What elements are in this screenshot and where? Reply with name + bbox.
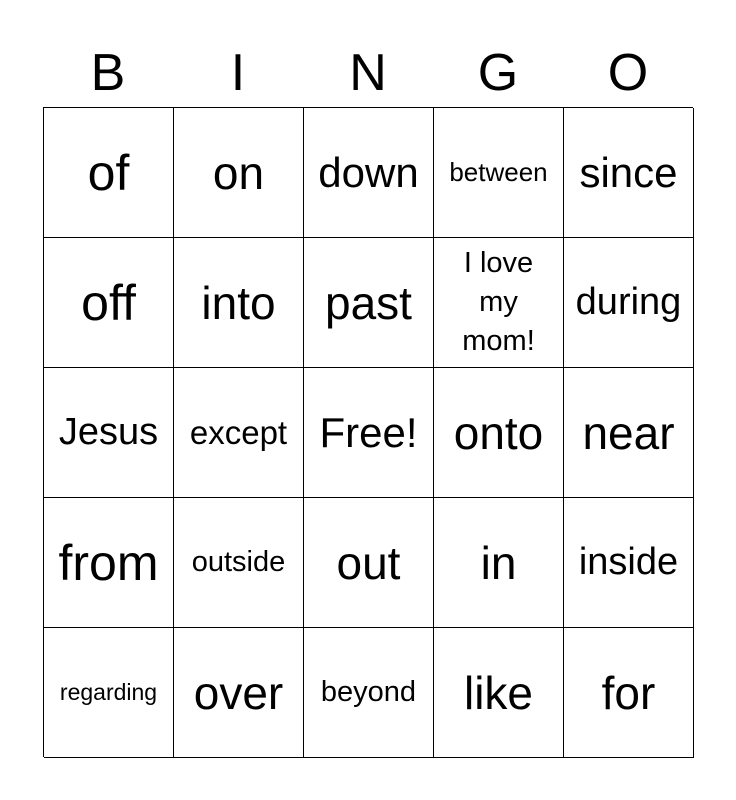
bingo-cell[interactable]: since bbox=[564, 108, 694, 238]
bingo-cell[interactable]: for bbox=[564, 628, 694, 758]
header-letter-n: N bbox=[349, 44, 387, 102]
bingo-cell[interactable]: during bbox=[564, 238, 694, 368]
header-letter-g: G bbox=[477, 44, 519, 102]
bingo-cell[interactable]: except bbox=[174, 368, 304, 498]
bingo-cell[interactable]: near bbox=[564, 368, 694, 498]
bingo-cell[interactable]: off bbox=[44, 238, 174, 368]
bingo-cell[interactable]: outside bbox=[174, 498, 304, 628]
bingo-cell[interactable]: in bbox=[434, 498, 564, 628]
bingo-cell[interactable]: onto bbox=[434, 368, 564, 498]
bingo-cell[interactable]: Jesus bbox=[44, 368, 174, 498]
header-letter-o: O bbox=[607, 44, 649, 102]
bingo-cell[interactable]: from bbox=[44, 498, 174, 628]
bingo-cell[interactable]: over bbox=[174, 628, 304, 758]
header-letter-i: I bbox=[230, 44, 246, 102]
bingo-cell[interactable]: of bbox=[44, 108, 174, 238]
bingo-header bbox=[43, 40, 693, 106]
header-letter-b: B bbox=[90, 44, 126, 102]
bingo-cell[interactable]: down bbox=[304, 108, 434, 238]
bingo-grid bbox=[43, 107, 693, 757]
bingo-cell[interactable]: inside bbox=[564, 498, 694, 628]
bingo-cell[interactable]: like bbox=[434, 628, 564, 758]
free-space-cell[interactable]: Free! bbox=[304, 368, 434, 498]
bingo-cell[interactable]: out bbox=[304, 498, 434, 628]
bingo-cell[interactable]: regarding bbox=[44, 628, 174, 758]
bingo-cell[interactable]: past bbox=[304, 238, 434, 368]
bingo-cell[interactable]: I love my mom! bbox=[434, 238, 564, 368]
bingo-cell[interactable]: into bbox=[174, 238, 304, 368]
bingo-cell[interactable]: beyond bbox=[304, 628, 434, 758]
bingo-cell[interactable]: on bbox=[174, 108, 304, 238]
bingo-cell[interactable]: between bbox=[434, 108, 564, 238]
